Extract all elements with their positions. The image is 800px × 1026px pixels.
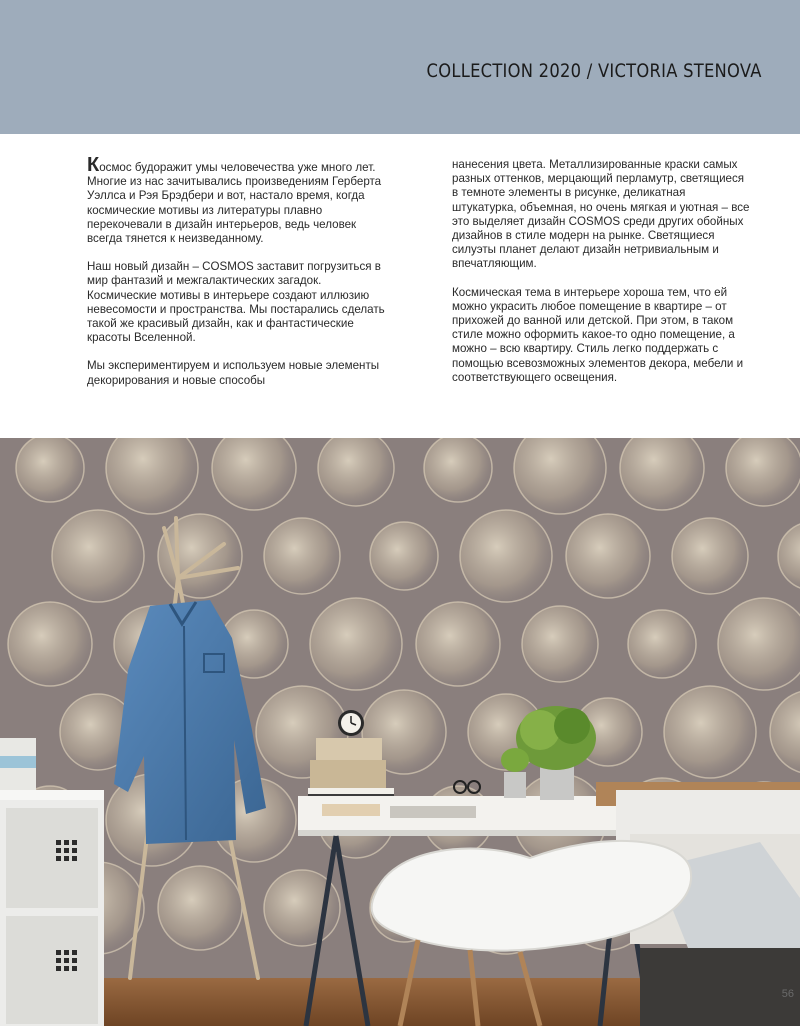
- collection-title: COLLECTION 2020 / VICTORIA STENOVA: [426, 60, 762, 82]
- wallpaper-planet: [460, 510, 552, 602]
- article-paragraph: Мы экспериментируем и используем новые элементы декорирования и новые способы: [87, 359, 380, 387]
- header-band: [0, 0, 800, 134]
- article-paragraph: Наш новый дизайн – COSMOS заставит погрузиться в мир фантазий и межгалактических загадок. Космические мотивы в интерьере создают иллюзию невесомости и пространства. Мы постарались сделать такой же красивый дизайн, как и фантастические красоты Вселенной.: [87, 260, 385, 345]
- article-left-column: [87, 154, 387, 402]
- alarm-clock-icon: [338, 710, 364, 736]
- wallpaper-planet: [566, 514, 650, 598]
- wallpaper-planet: [52, 510, 144, 602]
- wallpaper-planet: [318, 438, 394, 506]
- wallpaper-planet: [370, 522, 438, 590]
- drop-cap: К: [87, 154, 100, 176]
- wallpaper-planet: [264, 518, 340, 594]
- wallpaper-planet: [718, 598, 800, 690]
- stacked-books: [308, 738, 394, 800]
- interior-photo: [0, 438, 800, 1026]
- wallpaper-planet: [16, 438, 84, 502]
- wallpaper-planet: [416, 602, 500, 686]
- wallpaper-planet: [672, 518, 748, 594]
- wallpaper-planet: [8, 602, 92, 686]
- article-paragraph: Космическая тема в интерьере хороша тем, что ей можно украсить любое помещение в квартире – от прихожей до ванной или детской. При этом, в таком стиле можно оформить какое-то одно помещение, а можно – всю квартиру. Стиль легко поддержать с помощью всевозможных элементов декора, мебели и соответствующего освещения.: [452, 285, 744, 384]
- wallpaper-planet: [310, 598, 402, 690]
- article-right-column: [452, 158, 752, 399]
- wallpaper-planet: [424, 438, 492, 502]
- article-paragraph: [87, 154, 387, 246]
- page-number: 56: [781, 988, 794, 1000]
- interior-photo-illustration: [0, 438, 800, 1026]
- wallpaper-planet: [522, 606, 598, 682]
- wallpaper-planet: [664, 686, 756, 778]
- article-paragraph: нанесения цвета. Металлизированные краски самых разных оттенков, мерцающий перламутр, светящиеся в темноте элементы в рисунке, деликатная штукатурка, объемная, но очень мягкая и уютная – все это выделяет дизайн COSMOS среди других обойных дизайнов в стиле модерн на рынке. Светящиеся силуэты планет делают дизайн нетривиальным и впечатляющим.: [452, 158, 750, 271]
- wallpaper-planet: [158, 866, 242, 950]
- wallpaper-planet: [628, 610, 696, 678]
- potted-plant-small: [501, 748, 529, 798]
- wallpaper-planet: [726, 438, 800, 506]
- paragraph-text: осмос будоражит умы человечества уже много лет. Многие из нас зачитывались произведениям Герберта Уэллса и Рэя Брэдбери и вот, настало время, когда космические мотивы из литературы плавно перекочевали в дизайн интерьеров, ведь человек всегда тянется к неизведанному.: [87, 161, 382, 246]
